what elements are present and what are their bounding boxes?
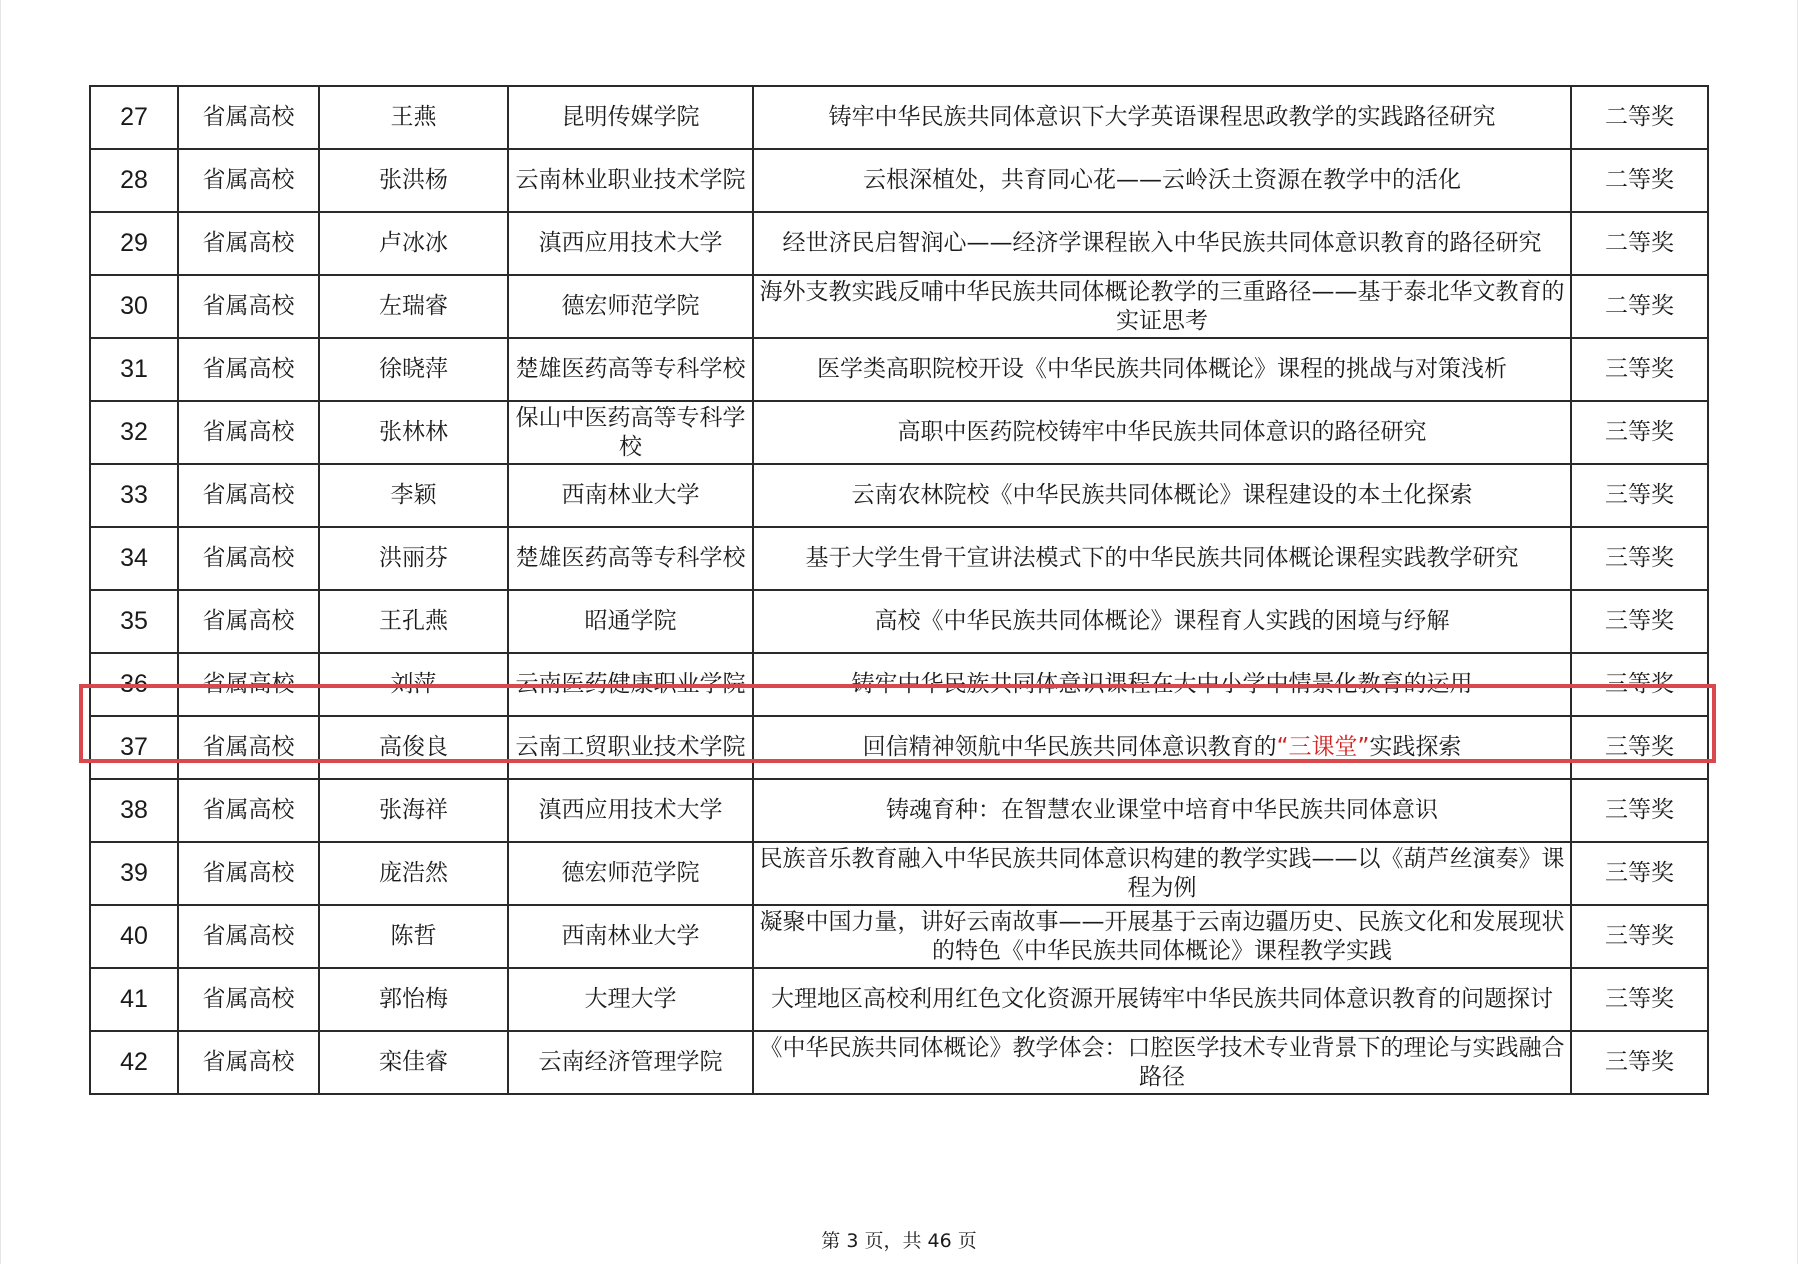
school-name: 云南医药健康职业学院 [508,653,753,716]
author-name: 左瑞睿 [319,275,508,338]
row-number: 30 [90,275,178,338]
paper-title: 高职中医药院校铸牢中华民族共同体意识的路径研究 [753,401,1571,464]
awards-table [89,85,1709,1095]
author-name: 徐晓萍 [319,338,508,401]
row-number: 31 [90,338,178,401]
row-number: 27 [90,86,178,149]
row-number: 34 [90,527,178,590]
award-level: 三等奖 [1571,716,1708,779]
table-row [90,212,1708,275]
school-name: 昭通学院 [508,590,753,653]
award-level: 三等奖 [1571,968,1708,1031]
award-level: 三等奖 [1571,338,1708,401]
paper-title: 民族音乐教育融入中华民族共同体意识构建的教学实践——以《葫芦丝演奏》课程为例 [753,842,1571,905]
row-number: 40 [90,905,178,968]
school-name: 昆明传媒学院 [508,86,753,149]
school-type: 省属高校 [178,968,319,1031]
author-name: 陈哲 [319,905,508,968]
row-number: 32 [90,401,178,464]
author-name: 张海祥 [319,779,508,842]
school-name: 大理大学 [508,968,753,1031]
award-level: 三等奖 [1571,527,1708,590]
author-name: 王孔燕 [319,590,508,653]
author-name: 栾佳睿 [319,1031,508,1094]
paper-title: 云根深植处，共育同心花——云岭沃土资源在教学中的活化 [753,149,1571,212]
table-row [90,338,1708,401]
paper-title-part: 回信精神领航中华民族共同体意识教育的 [862,734,1277,760]
school-name: 保山中医药高等专科学校 [508,401,753,464]
paper-title: 铸牢中华民族共同体意识下大学英语课程思政教学的实践路径研究 [753,86,1571,149]
table-row [90,968,1708,1031]
author-name: 高俊良 [319,716,508,779]
author-name: 郭怡梅 [319,968,508,1031]
table-row [90,779,1708,842]
award-level: 二等奖 [1571,86,1708,149]
author-name: 卢冰冰 [319,212,508,275]
row-number: 36 [90,653,178,716]
award-level: 三等奖 [1571,905,1708,968]
row-number: 35 [90,590,178,653]
paper-title: 经世济民启智润心——经济学课程嵌入中华民族共同体意识教育的路径研究 [753,212,1571,275]
paper-title: 云南农林院校《中华民族共同体概论》课程建设的本土化探索 [753,464,1571,527]
paper-title: 基于大学生骨干宣讲法模式下的中华民族共同体概论课程实践教学研究 [753,527,1571,590]
school-name: 滇西应用技术大学 [508,212,753,275]
school-name: 楚雄医药高等专科学校 [508,527,753,590]
school-type: 省属高校 [178,1031,319,1094]
paper-title: 高校《中华民族共同体概论》课程育人实践的困境与纾解 [753,590,1571,653]
school-type: 省属高校 [178,905,319,968]
table-row [90,86,1708,149]
table-row [90,905,1708,968]
table-row [90,401,1708,464]
school-type: 省属高校 [178,338,319,401]
award-level: 三等奖 [1571,1031,1708,1094]
row-number: 42 [90,1031,178,1094]
row-number: 39 [90,842,178,905]
award-level: 三等奖 [1571,590,1708,653]
award-level: 三等奖 [1571,464,1708,527]
school-type: 省属高校 [178,275,319,338]
author-name: 庞浩然 [319,842,508,905]
table-row [90,149,1708,212]
author-name: 张洪杨 [319,149,508,212]
school-name: 滇西应用技术大学 [508,779,753,842]
school-name: 德宏师范学院 [508,842,753,905]
school-name: 西南林业大学 [508,905,753,968]
school-type: 省属高校 [178,527,319,590]
award-level: 二等奖 [1571,275,1708,338]
author-name: 洪丽芬 [319,527,508,590]
author-name: 刘萍 [319,653,508,716]
school-name: 云南工贸职业技术学院 [508,716,753,779]
school-type: 省属高校 [178,842,319,905]
page-footer: 第 3 页，共 46 页 [821,1230,977,1252]
school-name: 云南林业职业技术学院 [508,149,753,212]
school-name: 云南经济管理学院 [508,1031,753,1094]
row-number: 41 [90,968,178,1031]
table-row [90,275,1708,338]
table-row [90,590,1708,653]
award-level: 三等奖 [1571,779,1708,842]
table-row [90,527,1708,590]
school-type: 省属高校 [178,716,319,779]
table-row-highlighted [90,653,1708,716]
school-type: 省属高校 [178,149,319,212]
award-level: 三等奖 [1571,653,1708,716]
paper-title: 医学类高职院校开设《中华民族共同体概论》课程的挑战与对策浅析 [753,338,1571,401]
row-number: 28 [90,149,178,212]
author-name: 王燕 [319,86,508,149]
school-name: 德宏师范学院 [508,275,753,338]
school-type: 省属高校 [178,590,319,653]
school-type: 省属高校 [178,86,319,149]
table-row [90,716,1708,779]
award-level: 三等奖 [1571,842,1708,905]
paper-title: 《中华民族共同体概论》教学体会：口腔医学技术专业背景下的理论与实践融合路径 [753,1031,1571,1094]
row-number: 38 [90,779,178,842]
author-name: 张林林 [319,401,508,464]
paper-title: 铸牢中华民族共同体意识课程在大中小学中情景化教育的运用 [753,653,1571,716]
school-type: 省属高校 [178,779,319,842]
school-name: 西南林业大学 [508,464,753,527]
author-name: 李颖 [319,464,508,527]
awards-table-body [90,86,1708,1094]
paper-title: 凝聚中国力量，讲好云南故事——开展基于云南边疆历史、民族文化和发展现状的特色《中华民族共同体概论》课程教学实践 [753,905,1571,968]
paper-title-part: 实践探索 [1369,734,1462,760]
paper-title [753,716,1571,779]
award-level: 二等奖 [1571,212,1708,275]
paper-title: 海外支教实践反哺中华民族共同体概论教学的三重路径——基于泰北华文教育的实证思考 [753,275,1571,338]
school-type: 省属高校 [178,212,319,275]
paper-title-red-part: “三课堂” [1276,734,1370,760]
award-level: 二等奖 [1571,149,1708,212]
row-number: 29 [90,212,178,275]
school-type: 省属高校 [178,401,319,464]
table-row [90,464,1708,527]
table-row [90,842,1708,905]
row-number: 33 [90,464,178,527]
paper-title: 大理地区高校利用红色文化资源开展铸牢中华民族共同体意识教育的问题探讨 [753,968,1571,1031]
paper-title: 铸魂育种：在智慧农业课堂中培育中华民族共同体意识 [753,779,1571,842]
school-type: 省属高校 [178,653,319,716]
award-level: 三等奖 [1571,401,1708,464]
school-type: 省属高校 [178,464,319,527]
school-name: 楚雄医药高等专科学校 [508,338,753,401]
table-row [90,1031,1708,1094]
row-number: 37 [90,716,178,779]
